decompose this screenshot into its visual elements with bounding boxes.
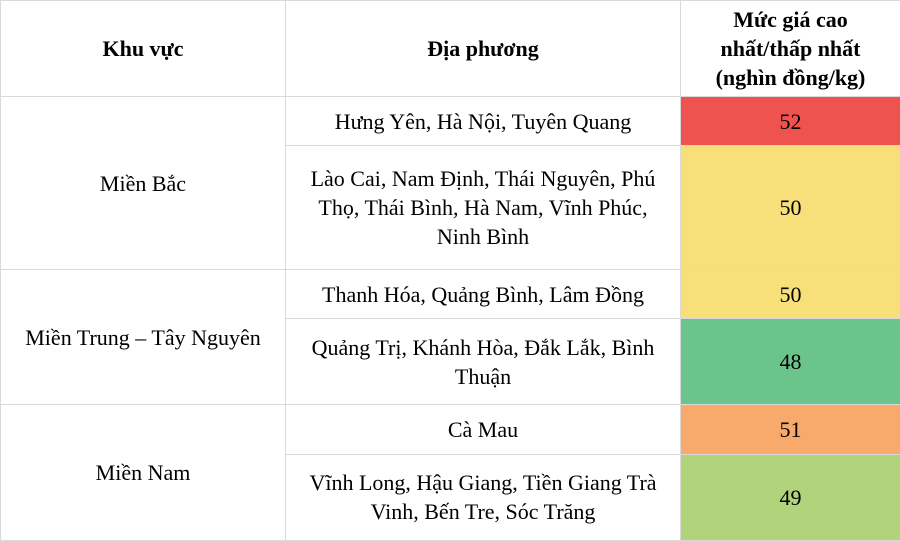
price-cell: 49 — [681, 454, 900, 540]
table-header — [1, 1, 900, 97]
region-cell: Miền Nam — [1, 405, 286, 541]
table-header-row — [1, 1, 900, 97]
locality-cell: Lào Cai, Nam Định, Thái Nguyên, Phú Thọ, Thái Bình, Hà Nam, Vĩnh Phúc, Ninh Bình — [286, 146, 681, 270]
price-cell: 50 — [681, 146, 900, 270]
locality-cell: Thanh Hóa, Quảng Bình, Lâm Đồng — [286, 270, 681, 319]
header-price — [681, 1, 900, 97]
region-cell: Miền Trung – Tây Nguyên — [1, 270, 286, 405]
table-body — [1, 97, 900, 541]
region-cell: Miền Bắc — [1, 97, 286, 270]
locality-cell: Vĩnh Long, Hậu Giang, Tiền Giang Trà Vinh, Bến Tre, Sóc Trăng — [286, 454, 681, 540]
header-price-line-3: (nghìn đồng/kg) — [715, 65, 866, 91]
header-region: Khu vực — [1, 1, 286, 97]
price-cell: 50 — [681, 270, 900, 319]
price-cell: 51 — [681, 405, 900, 454]
header-price-line-1: Mức giá cao — [733, 7, 848, 32]
price-cell: 48 — [681, 319, 900, 405]
price-cell: 52 — [681, 97, 900, 146]
header-locality: Địa phương — [286, 1, 681, 97]
locality-cell: Cà Mau — [286, 405, 681, 454]
table-row — [1, 270, 900, 319]
table-row — [1, 405, 900, 454]
table-row — [1, 97, 900, 146]
header-price-line-2: nhất/thấp nhất — [720, 36, 861, 62]
locality-cell: Hưng Yên, Hà Nội, Tuyên Quang — [286, 97, 681, 146]
locality-cell: Quảng Trị, Khánh Hòa, Đắk Lắk, Bình Thuận — [286, 319, 681, 405]
